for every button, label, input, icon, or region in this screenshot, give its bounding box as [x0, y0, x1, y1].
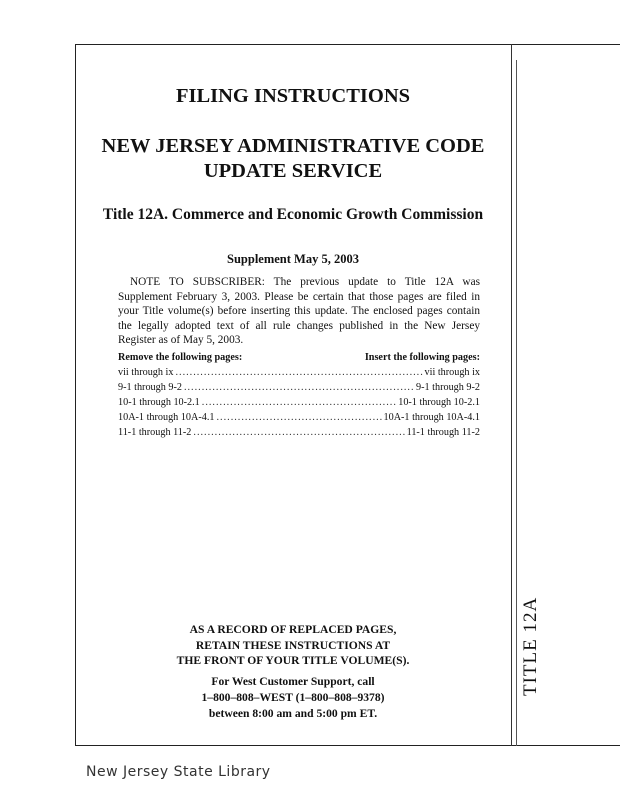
support-hours: between 8:00 am and 5:00 pm ET.: [208, 707, 378, 720]
retain-line-1: AS A RECORD OF REPLACED PAGES,: [189, 623, 397, 636]
tab-divider: [511, 44, 512, 746]
dot-leader: [193, 425, 404, 440]
remove-pages: 10A-1 through 10A-4.1: [118, 412, 215, 423]
remove-pages: vii through ix: [118, 367, 174, 378]
table-row: [118, 365, 480, 380]
dot-leader: [175, 365, 422, 380]
insert-pages: 10-1 through 10-2.1: [398, 397, 480, 408]
code-title-line-2: UPDATE SERVICE: [203, 160, 383, 182]
table-header: [118, 350, 480, 365]
support-phone: 1–800–808–WEST (1–800–808–9378): [201, 691, 385, 704]
dot-leader: [202, 395, 396, 410]
remove-header: Remove the following pages:: [118, 352, 243, 363]
table-row: [118, 425, 480, 440]
retain-notice: [75, 622, 511, 669]
table-row: [118, 395, 480, 410]
table-row: [118, 410, 480, 425]
insert-header: Insert the following pages:: [364, 352, 480, 363]
remove-pages: 9-1 through 9-2: [118, 382, 182, 393]
code-title: [75, 134, 511, 184]
library-watermark: New Jersey State Library: [86, 764, 271, 780]
retain-line-2: RETAIN THESE INSTRUCTIONS AT: [195, 638, 391, 652]
support-line-1: For West Customer Support, call: [211, 675, 375, 688]
table-row: [118, 380, 480, 395]
customer-support: [75, 674, 511, 722]
tab-divider-inner: [516, 60, 517, 746]
insert-pages: 11-1 through 11-2: [406, 427, 480, 438]
page-instructions-table: [118, 350, 480, 440]
retain-line-3: THE FRONT OF YOUR TITLE VOLUME(S).: [176, 654, 410, 667]
insert-pages: 10A-1 through 10A-4.1: [383, 412, 480, 423]
insert-pages: vii through ix: [424, 367, 480, 378]
code-title-line-1: NEW JERSEY ADMINISTRATIVE CODE: [101, 135, 485, 157]
dot-leader: [217, 410, 382, 425]
page-frame-bottom: [75, 745, 620, 746]
remove-pages: 11-1 through 11-2: [118, 427, 192, 438]
dot-leader: [184, 380, 414, 395]
remove-pages: 10-1 through 10-2.1: [118, 397, 200, 408]
page-title: FILING INSTRUCTIONS: [175, 85, 411, 107]
page-frame-top: [75, 44, 620, 45]
subscriber-note-text: NOTE TO SUBSCRIBER: The previous update to Title 12A was Supplement February 3, 2003. Please be certain that those pages are filed in your Title volume(s) before inserting this update. The enclosed pages contain the legally adopted text of all rule changes published in the New Jersey Register as of May 5, 2003.: [118, 276, 480, 347]
supplement-date: Supplement May 5, 2003: [227, 252, 359, 266]
title-tab-label: TITLE 12A: [520, 596, 541, 696]
title-subtitle: Title 12A. Commerce and Economic Growth Commission: [102, 206, 484, 223]
insert-pages: 9-1 through 9-2: [416, 382, 480, 393]
subscriber-note: [118, 275, 480, 348]
